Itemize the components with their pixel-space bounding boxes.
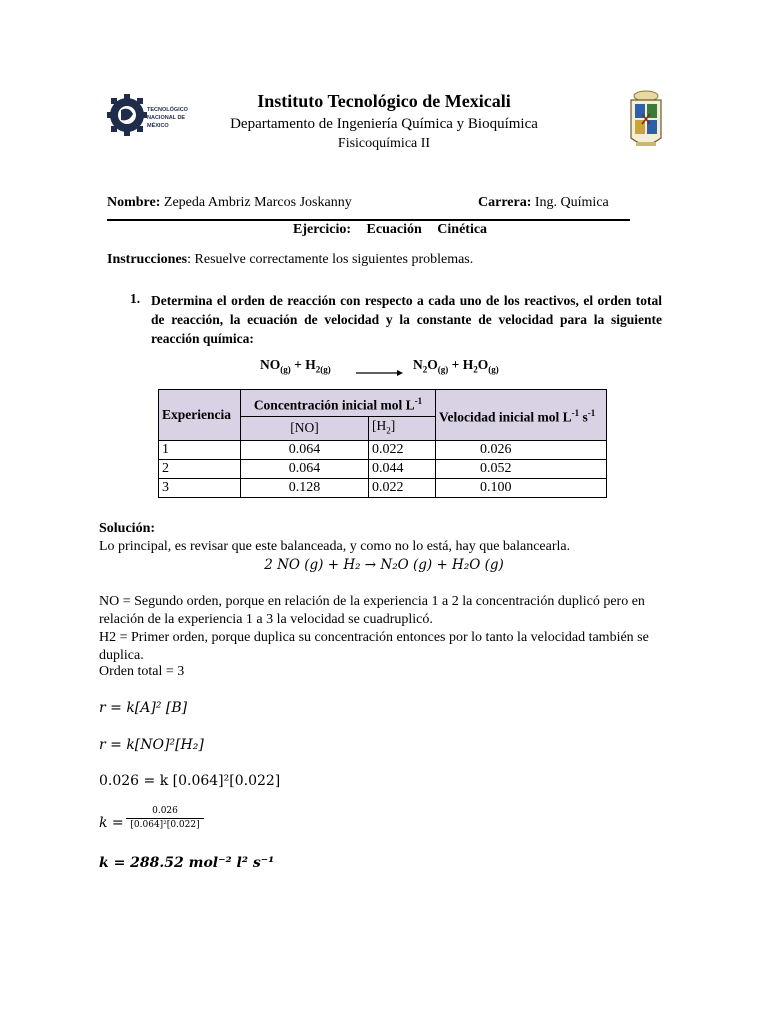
header-concentration-text: Concentración inicial mol L <box>253 397 415 413</box>
instructions <box>107 252 473 268</box>
kinetics-table <box>158 389 607 498</box>
itm-crest <box>628 90 664 152</box>
solution-title: Solución: <box>99 521 156 536</box>
reactant-h2: H <box>305 357 316 372</box>
reactant-no: NO <box>260 357 281 372</box>
product-h2o-o: O <box>477 357 489 372</box>
solution-intro: Lo principal, es revisar que este balanceada, y como no lo está, hay que balancearla. <box>99 539 571 554</box>
header-velocity-s: s <box>579 409 588 425</box>
department-name: Departamento de Ingeniería Química y Bioquímica <box>230 116 538 132</box>
rate-substitution: 0.026 = k [0.064]²[0.022] <box>99 773 281 789</box>
no-order-text: NO = Segundo orden, porque en relación de la experiencia 1 a 2 la concentración duplicó pero en relación de la experiencia 1 a 3 la velocidad se cuadruplicó. <box>99 594 645 627</box>
product-h2o-h: H <box>462 357 474 372</box>
cell-exp: 3 <box>159 478 241 497</box>
problem-number: 1. <box>130 291 141 306</box>
rate-law-specific: r = k[NO]²[H₂] <box>99 737 204 753</box>
subheader-no: [NO] <box>241 417 369 441</box>
k-numerator: 0.026 <box>152 806 178 816</box>
cell-h2: 0.022 <box>369 478 436 497</box>
reactant-h2-state: 2(g) <box>315 364 331 375</box>
reaction-arrow-icon <box>356 364 404 382</box>
product-n2o-state: (g) <box>437 364 449 375</box>
rate-law-general: r = k[A]² [B] <box>99 700 188 716</box>
student-name-line <box>107 195 352 211</box>
table-row <box>159 440 607 459</box>
exercise-title <box>293 222 487 238</box>
career-value: Ing. Química <box>534 195 609 210</box>
h2-order-text: H2 = Primer orden, porque duplica su concentración entonces por lo tanto la velocidad también se duplica. <box>99 630 649 663</box>
exercise-word-2: Cinética <box>437 222 488 237</box>
plus-sign: + <box>290 357 306 372</box>
total-order: Orden total = 3 <box>99 664 185 679</box>
subheader-h2-end: ] <box>390 418 396 433</box>
name-label: Nombre: <box>107 195 161 210</box>
table-row <box>159 459 607 478</box>
header-experiment: Experiencia <box>159 390 241 441</box>
instructions-text: : Resuelve correctamente los siguientes problemas. <box>187 252 474 267</box>
product-n2o-o: O <box>427 357 438 372</box>
balanced-equation: 2 NO (g) + H₂ → N₂O (g) + H₂O (g) <box>264 557 504 573</box>
product-h2o-sub: 2 <box>473 364 478 375</box>
k-result: k = 288.52 mol⁻² l² s⁻¹ <box>99 855 275 871</box>
subheader-h2-sub: 2 <box>386 425 391 436</box>
product-n2o-n: N <box>413 357 423 372</box>
table-row <box>159 478 607 497</box>
cell-no: 0.128 <box>241 478 369 497</box>
exercise-word-1: Ecuación <box>366 222 422 237</box>
gear-eagle-icon <box>107 92 147 138</box>
shield-icon <box>628 90 664 152</box>
institution-title: Instituto Tecnológico de Mexicali <box>257 91 511 111</box>
problem-text: Determina el orden de reacción con respecto a cada uno de los reactivos, el orden total de reacción, la ecuación de velocidad y la constante de velocidad para la siguiente reacción química: <box>151 293 662 346</box>
header-velocity-text: Velocidad inicial <box>439 409 535 425</box>
k-denominator: [0.064]²[0.022] <box>126 818 204 830</box>
k-fraction <box>126 806 204 830</box>
header-concentration-sup: -1 <box>414 395 423 406</box>
header-concentration <box>241 390 436 417</box>
reactant-no-state: (g) <box>280 364 291 375</box>
cell-no: 0.064 <box>241 459 369 478</box>
k-fraction-lhs: k = <box>99 815 124 831</box>
reaction-equation <box>260 357 331 375</box>
product-n2o-sub: 2 <box>422 364 428 375</box>
reaction-products <box>413 357 499 375</box>
exercise-label: Ejercicio: <box>293 222 352 237</box>
logo-line-1: TECNOLÓGICO <box>147 107 188 113</box>
logo-line-2: NACIONAL DE MÉXICO <box>147 115 186 129</box>
cell-velocity: 0.026 <box>436 440 607 459</box>
cell-exp: 1 <box>159 440 241 459</box>
cell-h2: 0.044 <box>369 459 436 478</box>
career-line <box>478 195 609 211</box>
header-velocity-sup2: -1 <box>587 407 596 418</box>
plus-sign-2: + <box>448 357 463 372</box>
header-divider <box>107 219 630 221</box>
course-name: Fisicoquímica II <box>337 136 431 151</box>
student-name: Zepeda Ambriz Marcos Joskanny <box>163 195 352 210</box>
instructions-label: Instrucciones <box>107 252 188 267</box>
career-label: Carrera: <box>478 195 532 210</box>
product-h2o-state: (g) <box>488 364 499 375</box>
cell-velocity: 0.100 <box>436 478 607 497</box>
cell-no: 0.064 <box>241 440 369 459</box>
cell-h2: 0.022 <box>369 440 436 459</box>
header-velocity-sup1: -1 <box>571 407 580 418</box>
subheader-h2 <box>369 417 436 441</box>
header-velocity-units: mol L <box>537 409 572 425</box>
subheader-h2-text: [H <box>372 418 387 433</box>
cell-velocity: 0.052 <box>436 459 607 478</box>
cell-exp: 2 <box>159 459 241 478</box>
header-velocity <box>436 390 607 441</box>
